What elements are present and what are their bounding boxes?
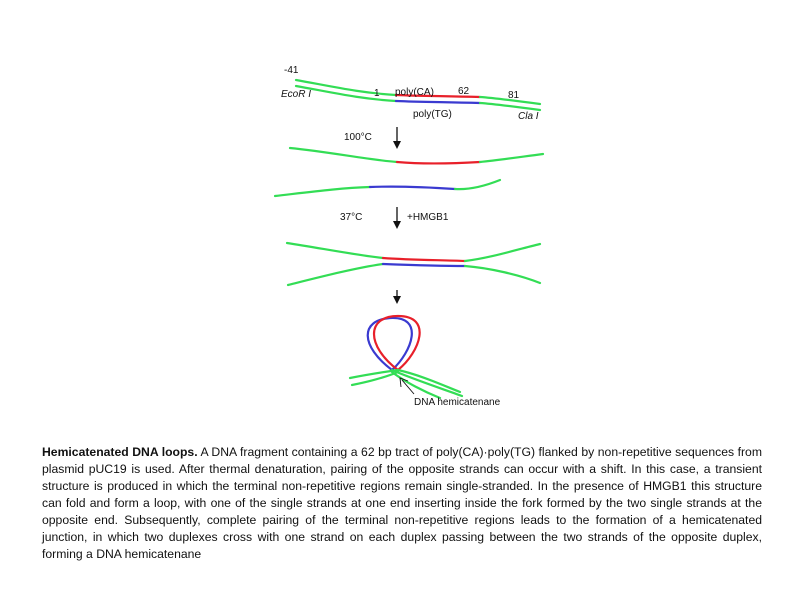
shifted-ca-repeat <box>383 258 465 261</box>
stage-shifted-pairing <box>287 243 540 285</box>
stage-denatured <box>275 148 543 196</box>
step-100c-label: 100°C <box>344 132 372 143</box>
shifted-top-right-flank <box>465 244 540 261</box>
position-minus41-label: -41 <box>284 65 299 76</box>
figure-caption <box>42 444 762 563</box>
poly-tg-label: poly(TG) <box>413 109 452 120</box>
shifted-bottom-left-flank <box>288 264 383 285</box>
ca-strand-left-flank <box>290 148 397 162</box>
shifted-bottom-right-flank <box>465 266 540 283</box>
hmgb1-label: +HMGB1 <box>407 212 449 223</box>
stage-duplex <box>281 65 540 122</box>
clai-label: Cla I <box>518 111 539 122</box>
caption-body: A DNA fragment containing a 62 bp tract of poly(CA)·poly(TG) flanked by non-repetitive sequences from plasmid pUC19 is used. After thermal denaturation, pairing of the opposite strands can occur with a shift. In this case, a transient structure is produced in which the terminal non-repetitive regions remain single-stranded. In the presence of HMGB1 this structure can fold and form a loop, with one of the single strands at one end inserting inside the fork formed by the two single strands at the opposite end. Subsequently, complete pairing of the terminal non-repetitive regions leads to the formation of a hemicatenated junction, in which two duplexes cross with one strand on each duplex passing between the two strands of the opposite duplex, forming a DNA hemicatenane <box>42 445 762 561</box>
shifted-tg-repeat <box>383 264 465 266</box>
hemicatenane-label: DNA hemicatenane <box>414 397 501 408</box>
arrow-renaturation <box>340 207 449 229</box>
ca-strand-repeat <box>397 162 480 164</box>
bottom-strand-poly-tg <box>396 101 480 103</box>
shifted-top-left-flank <box>287 243 383 258</box>
tg-strand-left-flank <box>275 187 370 196</box>
tg-strand-repeat <box>370 187 455 189</box>
bottom-strand-right-flank <box>480 103 540 110</box>
step-37c-label: 37°C <box>340 212 363 223</box>
ca-strand-right-flank <box>480 154 543 162</box>
stage-hemicatenane-loop <box>350 316 501 408</box>
poly-ca-label: poly(CA) <box>395 87 434 98</box>
caption-title: Hemicatenated DNA loops. <box>42 445 198 459</box>
tg-strand-right-flank <box>455 180 500 189</box>
position-81-label: 81 <box>508 90 520 101</box>
ecori-label: EcoR I <box>281 89 312 100</box>
position-62-label: 62 <box>458 86 470 97</box>
arrow-loop-formation <box>393 290 401 304</box>
arrow-denaturation <box>344 127 401 149</box>
position-1-label: 1 <box>374 88 380 99</box>
